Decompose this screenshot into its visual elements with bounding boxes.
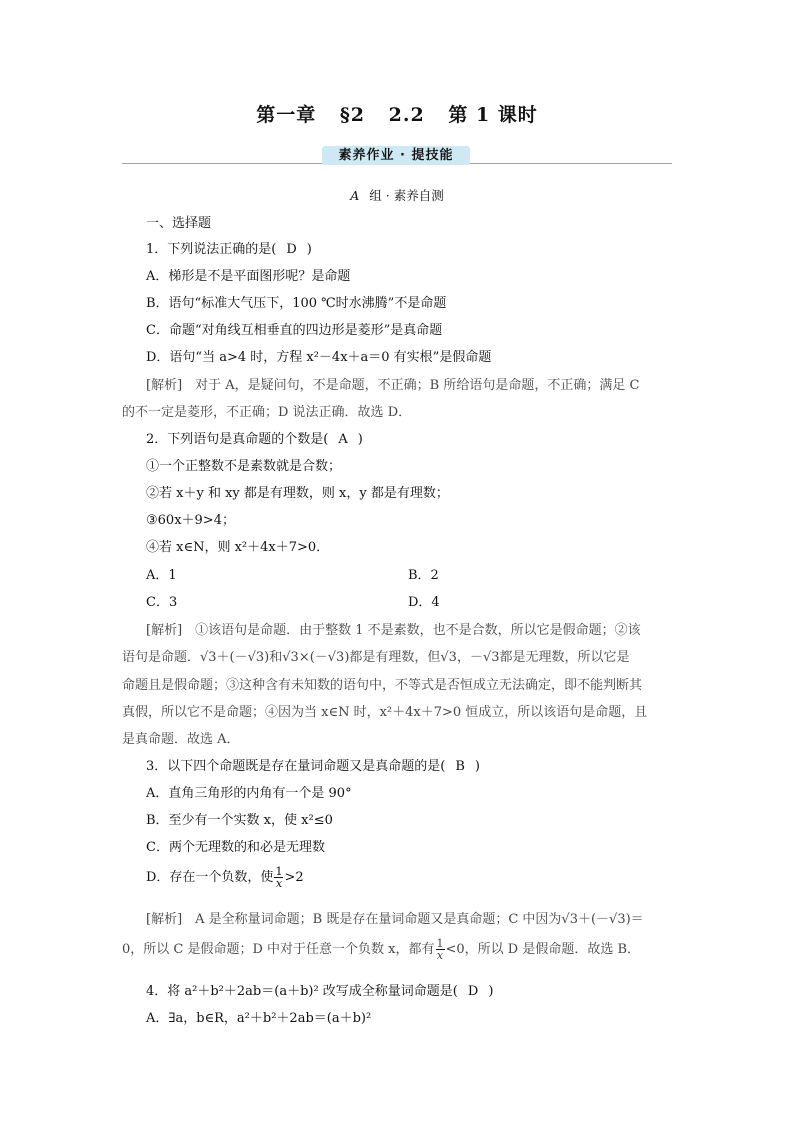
q3-explanation-line1: [解析] A 是全称量词命题；B 既是存在量词命题又是真命题；C 中因为√3＋(－√3)＝ [146,912,644,927]
q3-explanation-line2 [122,938,640,961]
group-title [0,186,794,204]
q3-exp-prefix: 0，所以 C 是假命题；D 中对于任意一个负数 x，都有 [122,942,435,957]
question-2 [146,428,363,447]
q2-option-d: D．4 [408,595,440,610]
subsection-label: 2.2 [388,104,425,126]
q3-stem: 3．以下四个命题既是存在量词命题又是真命题的是( [146,759,446,774]
q3-exp-numerator: 1 [436,937,444,950]
q4-answer: D [467,984,479,999]
q2-explanation-line5: 是真命题．故选 A． [122,732,240,747]
q3-option-b: B．至少有一个实数 x，使 x²≤0 [146,813,333,828]
section-heading: 一、选择题 [146,216,212,231]
q3-d-numerator: 1 [275,865,283,878]
q2-explanation-line4: 真假，所以它不是命题；④因为当 x∈N 时，x²＋4x＋7>0 恒成立，所以该语句是命题，且 [122,705,648,720]
group-letter: A [350,188,360,203]
lesson-label: 第 1 课时 [448,104,538,126]
q4-close: ) [488,984,494,999]
q3-option-c: C．两个无理数的和必是无理数 [146,840,325,855]
q2-statement-1: ①一个正整数不是素数就是合数； [146,459,342,474]
question-1 [146,238,312,257]
q2-statement-3: ③60x＋9>4； [146,513,235,528]
q3-exp-denominator: x [436,949,444,962]
q3-answer: B [455,759,465,774]
q3-exp-fraction [436,938,445,961]
q1-close: ) [306,242,312,257]
q2-option-c: C．3 [146,595,178,610]
q2-stem: 2．下列语句是真命题的个数是( [146,432,329,447]
q1-answer: D [286,242,297,257]
q2-close: ) [357,432,363,447]
q3-d-prefix: D．存在一个负数，使 [146,870,274,885]
q3-option-d [146,866,304,889]
group-text: 组 · 素养自测 [369,188,444,203]
q2-explanation-line2: 语句是命题．√3＋(－√3)和√3×(－√3)都是有理数，但√3，－√3都是无理数，所以它是 [122,650,630,665]
q1-option-a: A．梯形是不是平面图形呢？是命题 [146,269,351,284]
q3-d-suffix: >2 [284,870,304,885]
q3-d-fraction [274,866,283,889]
q2-explanation-line1: [解析] ①该语句是命题．由于整数 1 不是素数，也不是合数，所以它是假命题；②该 [146,623,641,638]
q1-explanation-line2: 的不一定是菱形，不正确；D 说法正确．故选 D． [122,405,412,420]
section-badge: 素养作业 · 提技能 [322,146,470,165]
q1-option-d: D．语句“当 a>4 时，方程 x²－4x＋a＝0 有实根”是假命题 [146,350,492,365]
q4-stem: 4．将 a²＋b²＋2ab＝(a＋b)² 改写成全称量词命题是( [146,984,458,999]
q3-close: ) [474,759,480,774]
q2-option-a: A．1 [146,568,177,583]
q2-statement-2: ②若 x＋y 和 xy 都是有理数，则 x，y 都是有理数； [146,486,449,501]
q3-d-denominator: x [275,877,283,890]
q1-option-c: C．命题“对角线互相垂直的四边形是菱形”是真命题 [146,323,443,338]
q1-explanation-line1: [解析] 对于 A，是疑问句，不是命题，不正确；B 所给语句是命题，不正确；满足 C [146,378,640,393]
q3-option-a: A．直角三角形的内角有一个是 90° [146,786,352,801]
page-title [0,100,794,127]
q1-option-b: B．语句“标准大气压下，100 ℃时水沸腾”不是命题 [146,296,447,311]
section-label: §2 [339,104,366,126]
chapter-label: 第一章 [256,104,317,126]
q2-statement-4: ④若 x∈N，则 x²＋4x＋7>0． [146,540,330,555]
q2-option-b: B．2 [408,568,439,583]
q2-explanation-line3: 命题且是假命题；③这种含有未知数的语句中，不等式是否恒成立无法确定，即不能判断其 [122,678,643,693]
question-3 [146,755,480,774]
question-4 [146,980,493,999]
q3-exp-suffix: <0，所以 D 是假命题．故选 B． [445,942,641,957]
q1-stem: 1．下列说法正确的是( [146,242,277,257]
q4-option-a: A．∃a，b∈R，a²＋b²＋2ab＝(a＋b)² [146,1011,372,1026]
q2-answer: A [338,432,348,447]
